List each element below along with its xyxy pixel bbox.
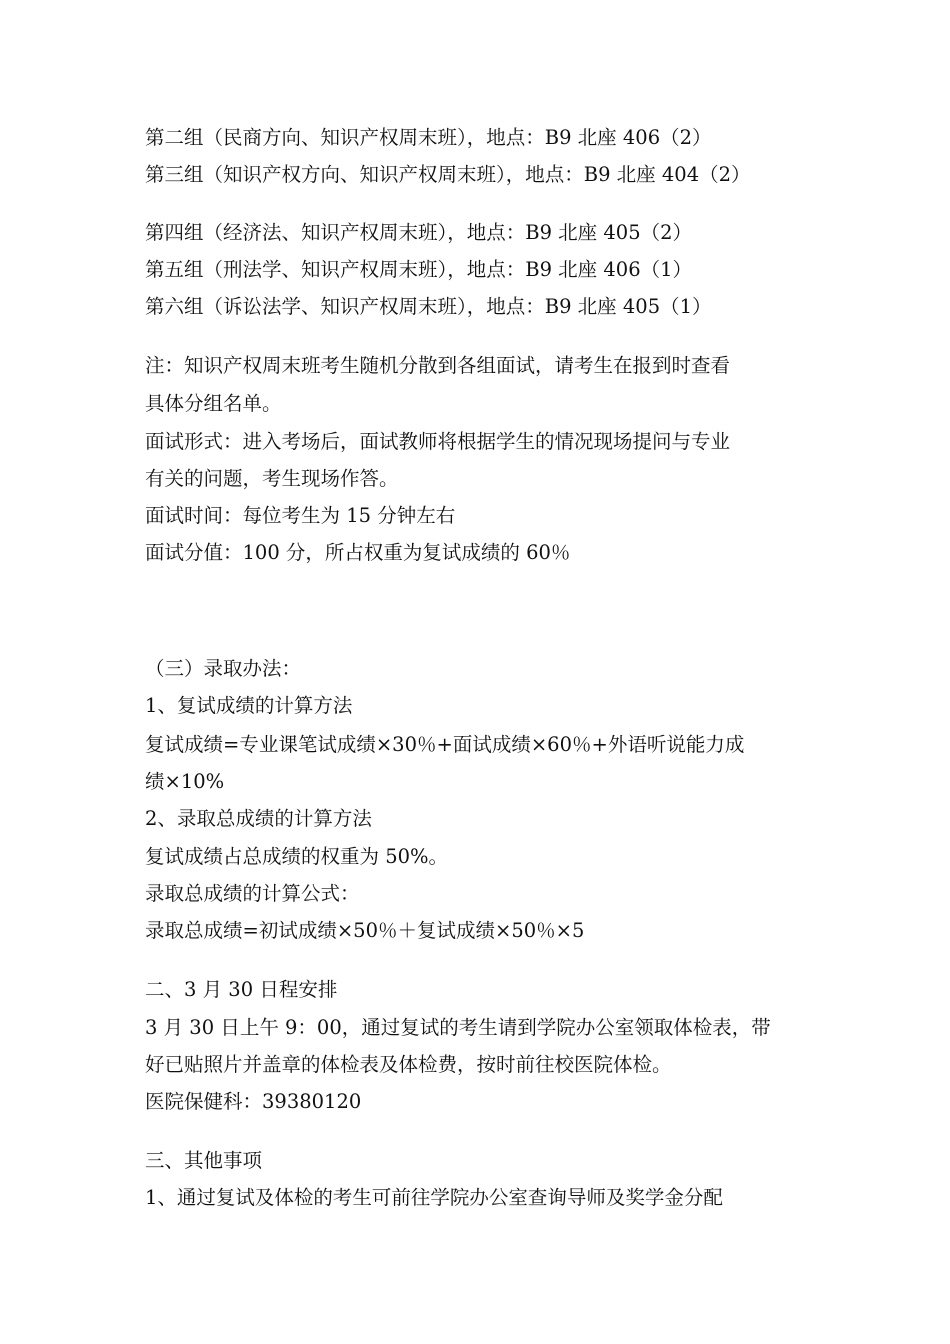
group-5-location: 第五组（刑法学、知识产权周末班），地点：B9 北座 406（1） <box>145 258 693 281</box>
admission-item-1-title: 1、复试成绩的计算方法 <box>145 694 353 717</box>
group-4-location: 第四组（经济法、知识产权周末班），地点：B9 北座 405（2） <box>145 221 693 244</box>
other-heading: 三、其他事项 <box>145 1149 263 1172</box>
schedule-line-2: 好已贴照片并盖章的体检表及体检费，按时前往校医院体检。 <box>145 1053 672 1076</box>
schedule-heading: 二、3 月 30 日程安排 <box>145 978 338 1001</box>
interview-score: 面试分值：100 分，所占权重为复试成绩的 60％ <box>145 541 571 564</box>
group-2-location: 第二组（民商方向、知识产权周末班），地点：B9 北座 406（2） <box>145 126 712 149</box>
admission-item-1-formula-line-2: 绩×10% <box>145 770 225 793</box>
admission-item-1-formula-line-1: 复试成绩=专业课笔试成绩×30％+面试成绩×60％+外语听说能力成 <box>145 733 745 756</box>
other-item-1: 1、通过复试及体检的考生可前往学院办公室查询导师及奖学金分配 <box>145 1186 723 1209</box>
schedule-line-1: 3 月 30 日上午 9：00，通过复试的考生请到学院办公室领取体检表，带 <box>145 1016 771 1039</box>
interview-time: 面试时间：每位考生为 15 分钟左右 <box>145 504 456 527</box>
note-line-1: 注：知识产权周末班考生随机分散到各组面试，请考生在报到时查看 <box>145 354 731 377</box>
interview-form-line-1: 面试形式：进入考场后，面试教师将根据学生的情况现场提问与专业 <box>145 430 731 453</box>
admission-item-2-weight: 复试成绩占总成绩的权重为 50%。 <box>145 845 449 868</box>
admission-item-2-formula: 录取总成绩=初试成绩×50％＋复试成绩×50％×5 <box>145 919 585 942</box>
group-6-location: 第六组（诉讼法学、知识产权周末班），地点：B9 北座 405（1） <box>145 295 712 318</box>
interview-form-line-2: 有关的问题，考生现场作答。 <box>145 467 399 490</box>
note-line-2: 具体分组名单。 <box>145 392 282 415</box>
admission-item-2-formula-title: 录取总成绩的计算公式： <box>145 882 360 905</box>
group-3-location: 第三组（知识产权方向、知识产权周末班），地点：B9 北座 404（2） <box>145 163 751 186</box>
admission-item-2-title: 2、录取总成绩的计算方法 <box>145 807 372 830</box>
hospital-contact: 医院保健科：39380120 <box>145 1090 362 1113</box>
admission-heading: （三）录取办法： <box>145 657 302 680</box>
